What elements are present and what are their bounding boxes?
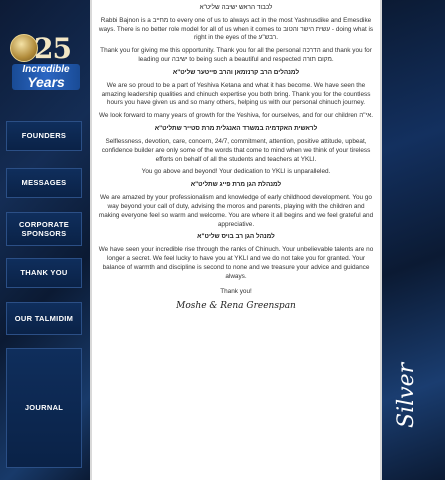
logo-incredible: Incredible (22, 64, 70, 75)
logo-years: Years (27, 74, 65, 90)
paragraph: We look forward to many years of growth for the Yeshiva, for ourselves, and for our children אי"ה. (98, 112, 374, 120)
nav-thank-you-button[interactable]: THANK YOU (6, 258, 82, 288)
sidebar (0, 0, 92, 480)
nav-founders-button[interactable]: FOUNDERS (6, 121, 82, 151)
signature: Moshe & Rena Greenspan (176, 301, 296, 312)
heading-rosh-yeshiva: לכבוד הראש ישיבה שליט"א (199, 4, 273, 11)
paragraph: We are amazed by your professionalism and knowledge of early childhood development. You go way beyond your call of duty, advising the moros and parents, playing with the children and making everyone feel so warm and welcome. You are where it all begins and we feel grateful and appreciative. (98, 194, 374, 228)
heading-english-department: לראשית האקדמיה במשרד האנגלית מרת סטייר שתליט"א (154, 125, 318, 133)
nav-our-talmidim-button[interactable]: OUR TALMIDIM (6, 302, 82, 335)
heading-gan-menahel: למנהל הגן רב בויס שליט"א (197, 233, 275, 241)
paragraph: Thank you for giving me this opportunity. Thank you for all the personal הדרכה and thank you for leading our ישיבה to being such a beautiful and respected מקום תורה. (100, 47, 372, 64)
heading-menahalim: למנהלים הרב קרנזמאן והרב פייטער שליט"א (172, 68, 300, 76)
letter-body (92, 0, 380, 480)
paragraph: We have seen your incredible rise through the ranks of Chinuch. Your unbelievable talents are no longer a secret. We feel lucky to have you at YKLI and we do not take you for granted. Your balance of warmth and discipline is second to none and we treasure your advice and guidance always. (98, 246, 374, 280)
closing-thanks: Thank you! (220, 287, 252, 295)
paragraph: Selflessness, devotion, care, concern, 24/7, commitment, attention, positive attitude, upbeat, confidence builder are only some of the words that come to mind when we think of your tireless efforts on behalf of all the students and teachers at YKLI. (101, 137, 371, 163)
logo-year: 25 (34, 32, 71, 65)
nav-messages-button[interactable]: MESSAGES (6, 168, 82, 198)
paragraph: We are so proud to be a part of Yeshiva Ketana and what it has become. We have seen the amazing leadership qualities and chinuch expertise you both bring. Thank you for the countless hours you have given us and so many others, helping us with our personal chinuch journey. (101, 81, 371, 107)
heading-gan-menaheles: למנהלת הגן מרת פייג שתליט"א (190, 181, 282, 189)
paragraph: You go above and beyond! Your dedication to YKLI is unparalleled. (141, 168, 331, 176)
sponsor-tier-label: Silver (394, 362, 419, 428)
nav-corporate-sponsors-button[interactable]: CORPORATE SPONSORS (6, 212, 82, 246)
right-panel (380, 0, 445, 480)
paragraph: Rabbi Bajnon is a מחייב to every one of us to always act in the most Yashrusdike and Emesdike ways. There is no better role model for all of us when it comes to עשית הישר והטוב - doing what is right in the eyes of the רבש"ע. (98, 16, 374, 42)
nav-journal-button[interactable]: JOURNAL (6, 348, 82, 468)
anniversary-logo (6, 28, 86, 100)
